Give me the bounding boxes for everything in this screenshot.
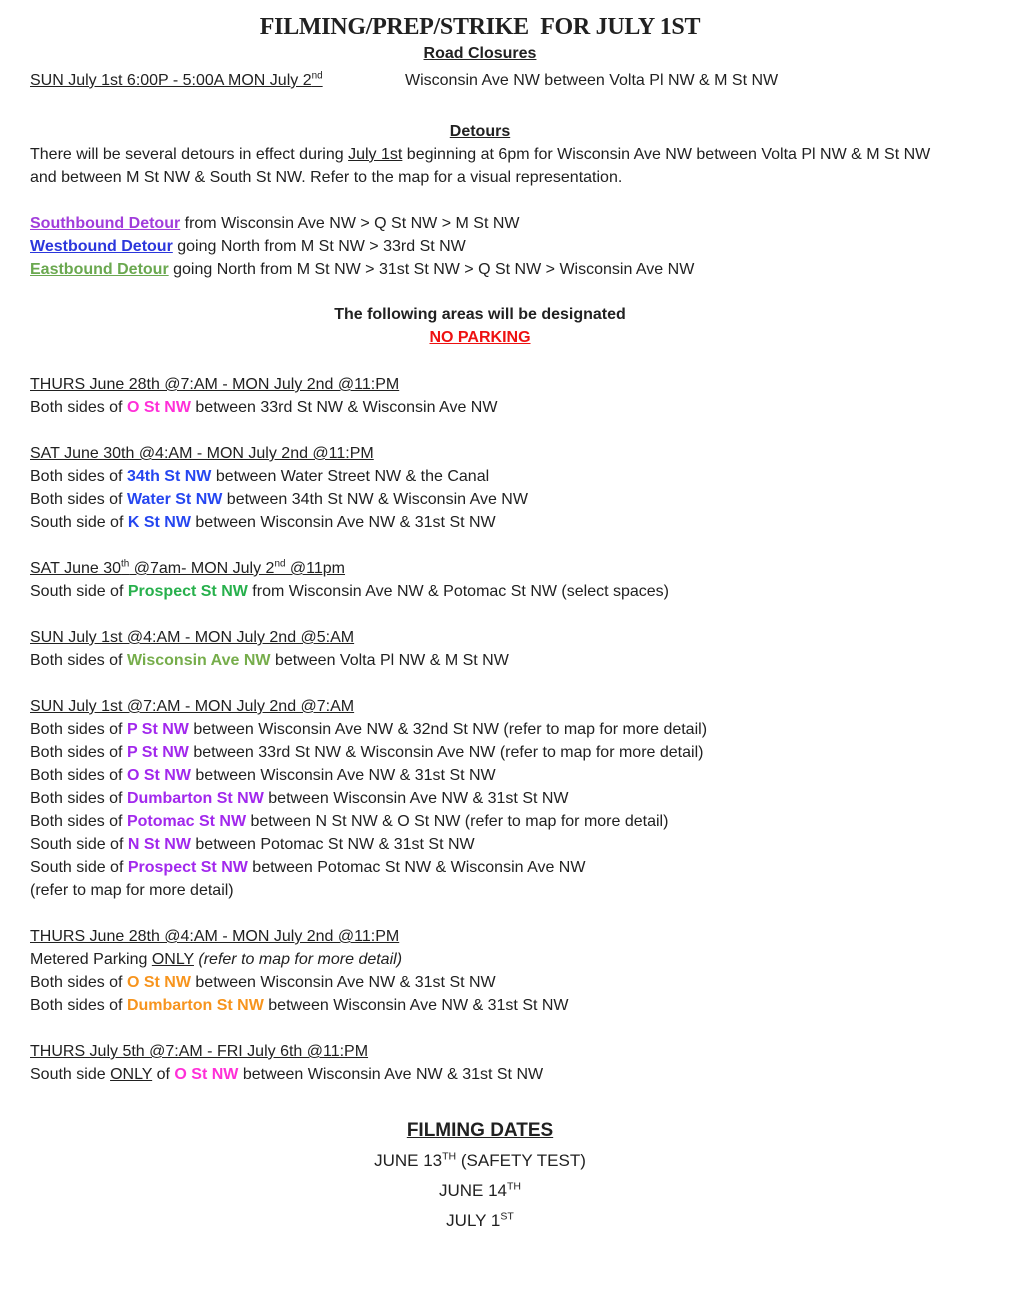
text-segment: There will be several detours in effect during: [30, 146, 349, 163]
restriction-line: [30, 580, 960, 603]
detour-route-line: [30, 235, 960, 258]
street-name: O St NW: [126, 767, 191, 784]
text-segment: between Wisconsin Ave NW & 31st St NW: [190, 974, 496, 991]
text-segment: Both sides of: [30, 974, 127, 991]
restriction-line: [30, 787, 960, 810]
text-segment: between Potomac St NW & 31st St NW: [190, 836, 475, 853]
street-name: Dumbarton St NW: [126, 997, 264, 1014]
detours-paragraph: [30, 143, 940, 189]
restriction-line: [30, 511, 960, 534]
text-segment: between 33rd St NW & Wisconsin Ave NW: [190, 399, 498, 416]
filming-dates-heading: FILMING DATES: [406, 1120, 554, 1141]
text-segment: Both sides of: [30, 997, 127, 1014]
filming-date: [0, 1206, 960, 1236]
text-segment: between Wisconsin Ave NW & 31st St NW: [238, 1066, 544, 1083]
no-parking-section: [0, 925, 960, 1017]
no-parking-line: [0, 326, 960, 349]
street-name: Dumbarton St NW: [126, 790, 264, 807]
text-segment: of: [152, 1066, 175, 1083]
detour-route-line: [30, 212, 960, 235]
text-segment: Both sides of: [30, 744, 127, 761]
text-segment: @11pm: [285, 560, 346, 577]
text-segment: THURS June 28th @4:AM - MON July 2nd @11:PM: [30, 928, 400, 945]
no-parking-section: [0, 373, 960, 419]
road-closure-row: [0, 69, 960, 92]
road-closures-heading: Road Closures: [423, 45, 537, 62]
text-segment: Both sides of: [30, 790, 127, 807]
text-segment: between 33rd St NW & Wisconsin Ave NW (refer to map for more detail): [188, 744, 704, 761]
closure-location: Wisconsin Ave NW between Volta Pl NW & M St NW: [405, 72, 779, 89]
street-name: Wisconsin Ave NW: [126, 652, 271, 669]
restriction-line: [30, 396, 960, 419]
text-segment: ONLY: [110, 1066, 153, 1083]
text-segment: South side: [30, 1066, 111, 1083]
ordinal-superscript: ST: [500, 1210, 514, 1223]
text-segment: between Wisconsin Ave NW & 32nd St NW (refer to map for more detail): [188, 721, 708, 738]
text-segment: ONLY: [151, 951, 194, 968]
street-name: Prospect St NW: [127, 859, 248, 876]
text-segment: JUNE 14: [438, 1181, 507, 1200]
page-title: FILMING/PREP/STRIKE FOR JULY 1ST: [259, 14, 701, 40]
section-schedule-header: [30, 442, 960, 465]
no-parking-label: NO PARKING: [429, 329, 531, 346]
text-segment: between Wisconsin Ave NW & 31st St NW: [190, 767, 496, 784]
detours-heading: Detours: [449, 123, 511, 140]
text-segment: Both sides of: [30, 652, 127, 669]
restriction-line: [30, 764, 960, 787]
restriction-line: [30, 465, 960, 488]
no-parking-sections: [0, 373, 960, 1086]
detour-route-description: going North from M St NW > 33rd St NW: [172, 238, 466, 255]
filming-date: [0, 1176, 960, 1206]
ordinal-superscript: TH: [506, 1180, 522, 1193]
text-segment: SAT June 30: [30, 560, 122, 577]
text-segment: from Wisconsin Ave NW & Potomac St NW (select spaces): [247, 583, 670, 600]
street-name: P St NW: [126, 744, 189, 761]
text-segment: Both sides of: [30, 468, 127, 485]
text-segment: South side of: [30, 583, 128, 600]
text-segment: between Wisconsin Ave NW & 31st St NW: [263, 997, 569, 1014]
street-name: K St NW: [127, 514, 191, 531]
document: [0, 12, 960, 1236]
text-segment: Both sides of: [30, 491, 127, 508]
restriction-line: [30, 856, 960, 879]
text-segment: between Wisconsin Ave NW & 31st St NW: [263, 790, 569, 807]
text-segment: JUNE 13: [374, 1151, 443, 1170]
text-segment: July 1st: [348, 146, 403, 163]
detour-routes-list: [0, 212, 960, 281]
text-segment: Both sides of: [30, 813, 127, 830]
section-schedule-header: [30, 557, 960, 580]
text-segment: between N St NW & O St NW (refer to map for more detail): [246, 813, 669, 830]
detour-link[interactable]: Eastbound Detour: [30, 261, 169, 278]
text-segment: THURS June 28th @7:AM - MON July 2nd @11:PM: [30, 376, 400, 393]
detour-route-description: going North from M St NW > 31st St NW > Q St NW > Wisconsin Ave NW: [168, 261, 695, 278]
section-schedule-header: [30, 626, 960, 649]
section-schedule-header: [30, 1040, 960, 1063]
street-name: 34th St NW: [126, 468, 212, 485]
street-name: P St NW: [126, 721, 189, 738]
street-name: Water St NW: [126, 491, 223, 508]
text-segment: beginning at 6pm for Wisconsin Ave NW between Volta Pl NW & M St NW and between M St NW & South St NW. Refer to the map for a visual representation.: [30, 146, 931, 186]
detour-link[interactable]: Westbound Detour: [30, 238, 173, 255]
text-segment: Both sides of: [30, 399, 127, 416]
filming-dates-list: [0, 1146, 960, 1236]
designated-areas-line: The following areas will be designated: [334, 306, 626, 323]
restriction-line: [30, 718, 960, 741]
no-parking-section: [0, 1040, 960, 1086]
street-name: O St NW: [174, 1066, 239, 1083]
restriction-line: [30, 488, 960, 511]
restriction-line: [30, 948, 960, 971]
text-segment: Both sides of: [30, 767, 127, 784]
detour-route-line: [30, 258, 960, 281]
no-parking-section: [0, 557, 960, 603]
text-segment: between Wisconsin Ave NW & 31st St NW: [190, 514, 496, 531]
restriction-line: [30, 971, 960, 994]
restriction-line: [30, 879, 960, 902]
street-name: O St NW: [126, 399, 191, 416]
text-segment: between Water Street NW & the Canal: [211, 468, 490, 485]
text-segment: Metered Parking: [30, 951, 152, 968]
section-schedule-header: [30, 373, 960, 396]
text-segment: (refer to map for more detail): [30, 882, 234, 899]
no-parking-section: [0, 695, 960, 902]
ordinal-superscript: th: [121, 558, 130, 570]
street-name: Potomac St NW: [126, 813, 247, 830]
section-schedule-header: [30, 925, 960, 948]
text-segment: Both sides of: [30, 721, 127, 738]
detour-route-description: from Wisconsin Ave NW > Q St NW > M St NW: [180, 215, 520, 232]
text-segment: (SAFETY TEST): [456, 1151, 586, 1170]
text-segment: SAT June 30th @4:AM - MON July 2nd @11:PM: [30, 445, 374, 462]
filming-dates-block: [0, 1116, 960, 1236]
text-segment: South side of: [30, 514, 128, 531]
street-name: O St NW: [126, 974, 191, 991]
closure-schedule: SUN July 1st 6:00P - 5:00A MON July 2nd: [30, 70, 323, 89]
restriction-line: [30, 833, 960, 856]
restriction-line: [30, 649, 960, 672]
text-segment: SUN July 1st @7:AM - MON July 2nd @7:AM: [30, 698, 355, 715]
filming-date: [0, 1146, 960, 1176]
text-segment: between Potomac St NW & Wisconsin Ave NW: [247, 859, 586, 876]
text-segment: (refer to map for more detail): [198, 951, 403, 968]
text-segment: South side of: [30, 836, 128, 853]
restriction-line: [30, 810, 960, 833]
ordinal-superscript: TH: [442, 1150, 457, 1163]
restriction-line: [30, 741, 960, 764]
no-parking-section: [0, 442, 960, 534]
text-segment: South side of: [30, 859, 128, 876]
no-parking-section: [0, 626, 960, 672]
ordinal-superscript: nd: [274, 558, 286, 570]
text-segment: @7am- MON July 2: [129, 560, 275, 577]
text-segment: JULY 1: [446, 1211, 501, 1230]
text-segment: between Volta Pl NW & M St NW: [270, 652, 509, 669]
section-schedule-header: [30, 695, 960, 718]
detour-link[interactable]: Southbound Detour: [30, 215, 181, 232]
text-segment: between 34th St NW & Wisconsin Ave NW: [222, 491, 528, 508]
street-name: N St NW: [127, 836, 191, 853]
restriction-line: [30, 1063, 960, 1086]
restriction-line: [30, 994, 960, 1017]
ordinal-superscript: nd: [311, 70, 323, 82]
text-segment: SUN July 1st @4:AM - MON July 2nd @5:AM: [30, 629, 355, 646]
street-name: Prospect St NW: [127, 583, 248, 600]
text-segment: THURS July 5th @7:AM - FRI July 6th @11:PM: [30, 1043, 369, 1060]
